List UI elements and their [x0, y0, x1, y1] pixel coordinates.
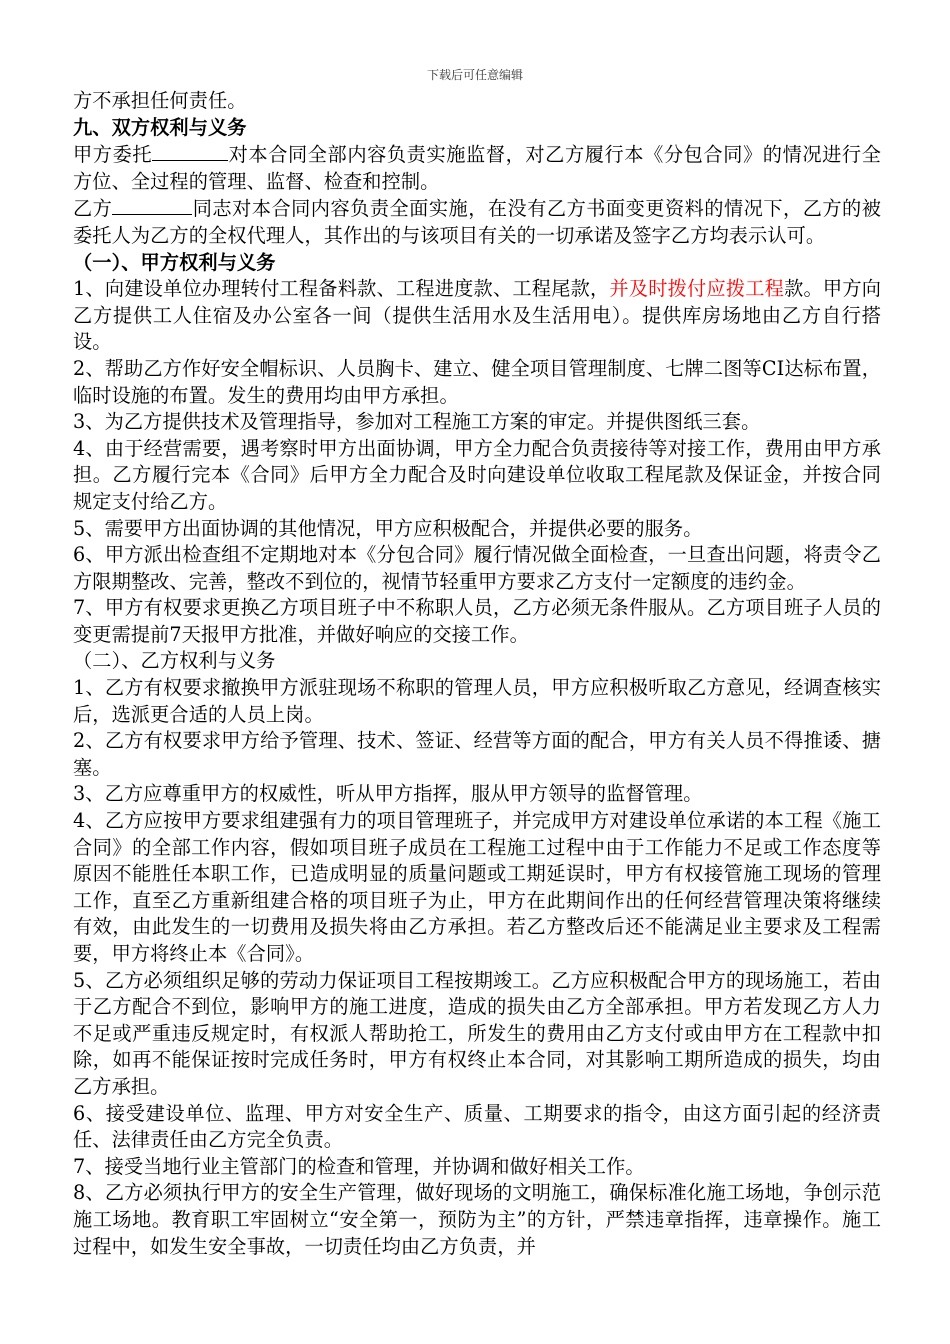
paragraph-continued: 方不承担任何责任。 — [73, 89, 247, 112]
clause-b3: 3、乙方应尊重甲方的权威性，听从甲方指挥，服从甲方领导的监督管理。 — [73, 782, 703, 806]
clause-a5: 5、需要甲方出面协调的其他情况，甲方应积极配合，并提供必要的服务。 — [73, 516, 703, 540]
document-body — [73, 88, 881, 1260]
clause-a1 — [73, 276, 881, 356]
subsection-heading-party-b: （二）、乙方权利与义务 — [73, 649, 276, 673]
text-segment: 款。甲方向乙方提供工人住宿及办公室各一间（提供生活用水及生活用电）。提供库房场地由乙方自行搭设。 — [73, 277, 882, 354]
clause-a4: 4、由于经营需要，遇考察时甲方出面协调，甲方全力配合负责接待等对接工作，费用由甲方承担。乙方履行完本《合同》后甲方全力配合及时向建设单位收取工程尾款及保证金，并按合同规定支付给乙方。 — [73, 436, 881, 513]
clause-b2: 2、乙方有权要求甲方给予管理、技术、签证、经营等方面的配合，甲方有关人员不得推诿、搪塞。 — [73, 729, 881, 779]
paragraph-agent — [73, 195, 881, 249]
blank-line — [152, 141, 228, 161]
clause-b4: 4、乙方应按甲方要求组建强有力的项目管理班子，并完成甲方对建设单位承诺的本工程《施工合同》的全部工作内容，假如项目班子成员在工程施工过程中由于工作能力不足或工作态度等原因不能胜任本职工作，已造成明显的质量问题或工期延误时，甲方有权接管施工现场的管理工作，直至乙方重新组建合格的项目班子为止，甲方在此期间作出的任何经营管理决策将继续有效，由此发生的一切费用及损失将由乙方承担。若乙方整改后还不能满足业主要求及工程需要，甲方将终止本《合同》。 — [73, 809, 881, 965]
clause-a6: 6、甲方派出检查组不定期地对本《分包合同》履行情况做全面检查，一旦查出问题，将责令乙方限期整改、完善，整改不到位的，视情节轻重甲方要求乙方支付一定额度的违约金。 — [73, 543, 881, 593]
clause-a2: 2、帮助乙方作好安全帽标识、人员胸卡、建立、健全项目管理制度、七牌二图等CI达标布置，临时设施的布置。发生的费用均由甲方承担。 — [73, 356, 881, 407]
text-segment: 甲方委托 — [73, 143, 153, 167]
clause-b7: 7、接受当地行业主管部门的检查和管理，并协调和做好相关工作。 — [73, 1154, 645, 1178]
clause-b8: 8、乙方必须执行甲方的安全生产管理，做好现场的文明施工，确保标准化施工场地，争创示范施工场地。教育职工牢固树立“安全第一，预防为主”的方针，严禁违章指挥，违章操作。施工过程中，如发生安全事故，一切责任均由乙方负责，并 — [73, 1181, 881, 1258]
text-segment: 同志对本合同内容负责全面实施，在没有乙方书面变更资料的情况下，乙方的被委托人为乙方的全权代理人，其作出的与该项目有关的一切承诺及签字乙方均表示认可。 — [73, 197, 882, 247]
clause-b1: 1、乙方有权要求撤换甲方派驻现场不称职的管理人员，甲方应积极听取乙方意见，经调查核实后，选派更合适的人员上岗。 — [73, 676, 881, 726]
text-segment: 1、向建设单位办理转付工程备料款、工程进度款、工程尾款， — [73, 277, 610, 301]
clause-a3: 3、为乙方提供技术及管理指导，参加对工程施工方案的审定。并提供图纸三套。 — [73, 410, 761, 434]
highlighted-text: 并及时拨付应拨工程 — [609, 277, 785, 301]
text-segment: 乙方 — [73, 197, 113, 221]
subsection-heading-party-a: （一）、甲方权利与义务 — [73, 250, 276, 274]
section-heading-9: 九、双方权利与义务 — [73, 115, 247, 139]
clause-b6: 6、接受建设单位、监理、甲方对安全生产、质量、工期要求的指令，由这方面引起的经济责任、法律责任由乙方完全负责。 — [73, 1101, 881, 1152]
page-header: 下载后可任意编辑 — [426, 68, 523, 82]
paragraph-supervisor — [73, 141, 881, 195]
clause-b5: 5、乙方必须组织足够的劳动力保证项目工程按期竣工。乙方应积极配合甲方的现场施工，若由于乙方配合不到位，影响甲方的施工进度，造成的损失由乙方全部承担。甲方若发现乙方人力不足或严重违反规定时，有权派人帮助抢工，所发生的费用由乙方支付或由甲方在工程款中扣除，如再不能保证按时完成任务时，甲方有权终止本合同，对其影响工期所造成的损失，均由乙方承担。 — [73, 968, 881, 1098]
text-segment: 对本合同全部内容负责实施监督，对乙方履行本《分包合同》的情况进行全方位、全过程的管理、监督、检查和控制。 — [73, 143, 881, 193]
clause-a7: 7、甲方有权要求更换乙方项目班子中不称职人员，乙方必须无条件服从。乙方项目班子人员的变更需提前7天报甲方批准，并做好响应的交接工作。 — [73, 596, 881, 646]
blank-line — [112, 195, 192, 215]
